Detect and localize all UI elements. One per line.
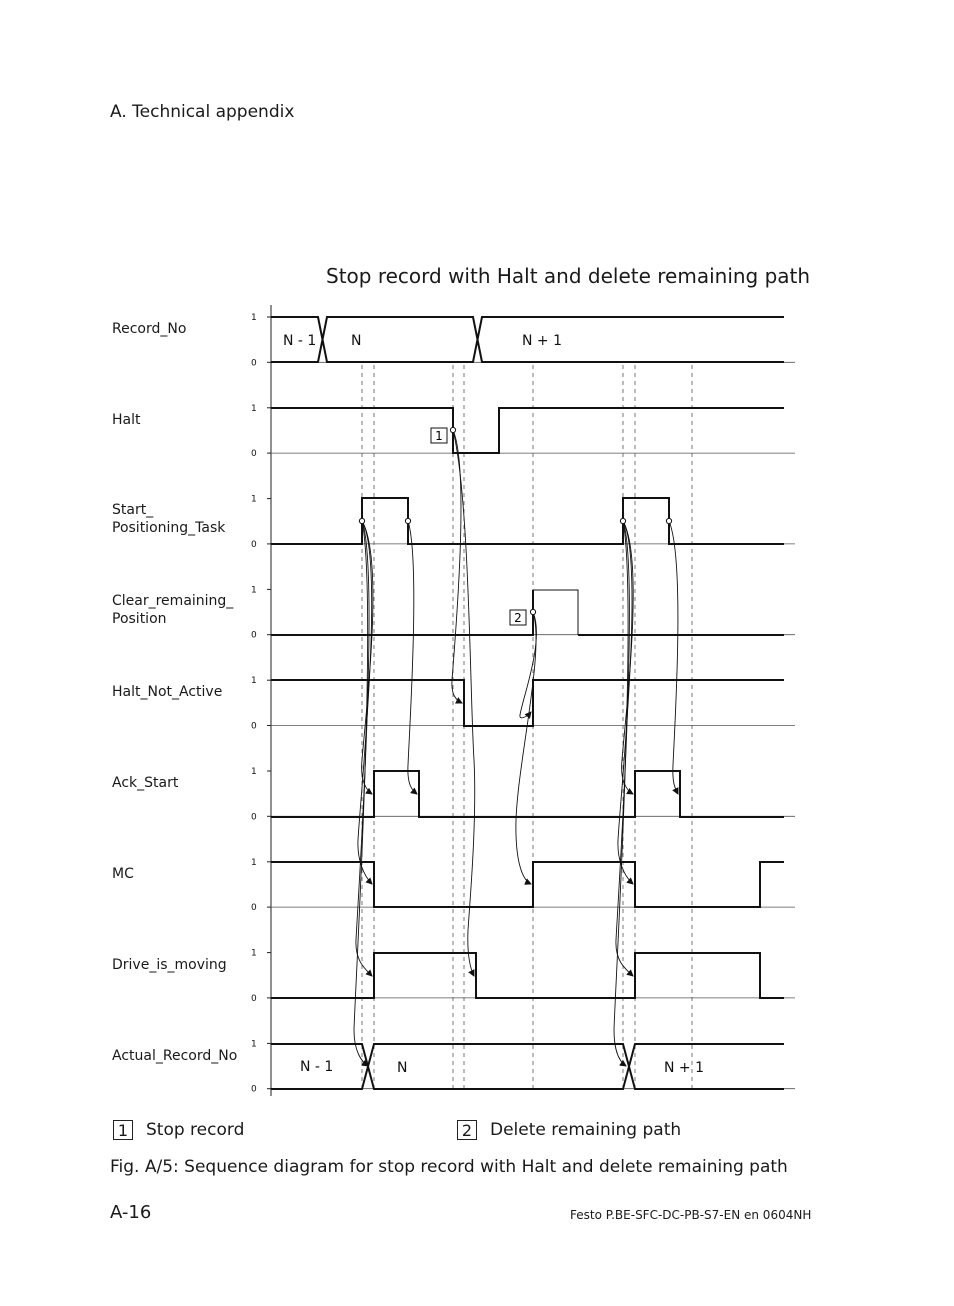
actual-record-no-value-next: N + 1 <box>664 1060 705 1076</box>
record-no-value-next: N + 1 <box>522 333 563 349</box>
record-no-value-current: N <box>351 333 362 349</box>
level-label: 0 <box>251 993 257 1004</box>
svg-text:2: 2 <box>514 611 522 625</box>
signal-label-actual-record-no: Actual_Record_No <box>112 1048 238 1064</box>
actual-record-no-waveform <box>271 1044 784 1089</box>
drive-is-moving-waveform <box>271 953 784 998</box>
mc-waveform <box>271 862 784 907</box>
signal-label-drive-is-moving: Drive_is_moving <box>112 957 227 973</box>
document-id: Festo P.BE-SFC-DC-PB-S7-EN en 0604NH <box>570 1208 812 1222</box>
record-no-value-prev: N - 1 <box>283 333 317 349</box>
ack-start-waveform <box>271 771 784 817</box>
start-positioning-task-waveform <box>271 498 784 544</box>
level-label: 1 <box>251 948 257 959</box>
signal-label-record-no: Record_No <box>112 321 187 337</box>
level-label: 0 <box>251 903 257 914</box>
marker-2 <box>510 610 526 625</box>
signal-label-clear-remaining-position: Clear_remaining_ Position <box>112 593 234 627</box>
clear-remaining-position-waveform <box>271 590 533 635</box>
level-label: 1 <box>251 1039 257 1050</box>
level-label: 1 <box>251 494 257 505</box>
level-label: 1 <box>251 403 257 414</box>
level-label: 0 <box>251 1084 257 1095</box>
signal-label-halt: Halt <box>112 412 141 428</box>
signal-label-halt-not-active: Halt_Not_Active <box>112 684 223 700</box>
signal-label-ack-start: Ack_Start <box>112 775 179 791</box>
svg-text:1: 1 <box>435 429 443 443</box>
actual-record-no-value-prev: N - 1 <box>300 1059 334 1075</box>
actual-record-no-value-current: N <box>397 1060 408 1076</box>
legend-text-stop-record: Stop record <box>146 1120 245 1140</box>
level-label: 1 <box>251 585 257 596</box>
level-label: 1 <box>251 767 257 777</box>
legend-number-1: 1 <box>113 1120 133 1140</box>
signal-label-start-positioning-task: Start_ Positioning_Task <box>112 502 226 536</box>
signal-label-mc: MC <box>112 866 134 882</box>
causality-arrows <box>354 430 678 1066</box>
diagram-title: Stop record with Halt and delete remaining path <box>326 264 811 288</box>
level-label: 0 <box>251 539 257 550</box>
level-label: 1 <box>251 313 257 323</box>
level-label: 1 <box>251 676 257 687</box>
level-label: 1 <box>251 857 257 868</box>
figure-caption: Fig. A/5: Sequence diagram for stop record with Halt and delete remaining path <box>110 1157 788 1177</box>
level-label: 0 <box>251 812 257 823</box>
legend-text-delete-remaining-path: Delete remaining path <box>490 1120 682 1140</box>
halt-waveform <box>271 408 784 453</box>
level-label: 0 <box>251 449 257 460</box>
level-label: 0 <box>251 630 257 641</box>
marker-1 <box>431 428 447 443</box>
level-label: 0 <box>251 358 257 369</box>
legend-number-2: 2 <box>457 1120 477 1140</box>
page-number: A-16 <box>110 1202 152 1223</box>
level-label: 0 <box>251 721 257 732</box>
section-header: A. Technical appendix <box>110 102 295 122</box>
